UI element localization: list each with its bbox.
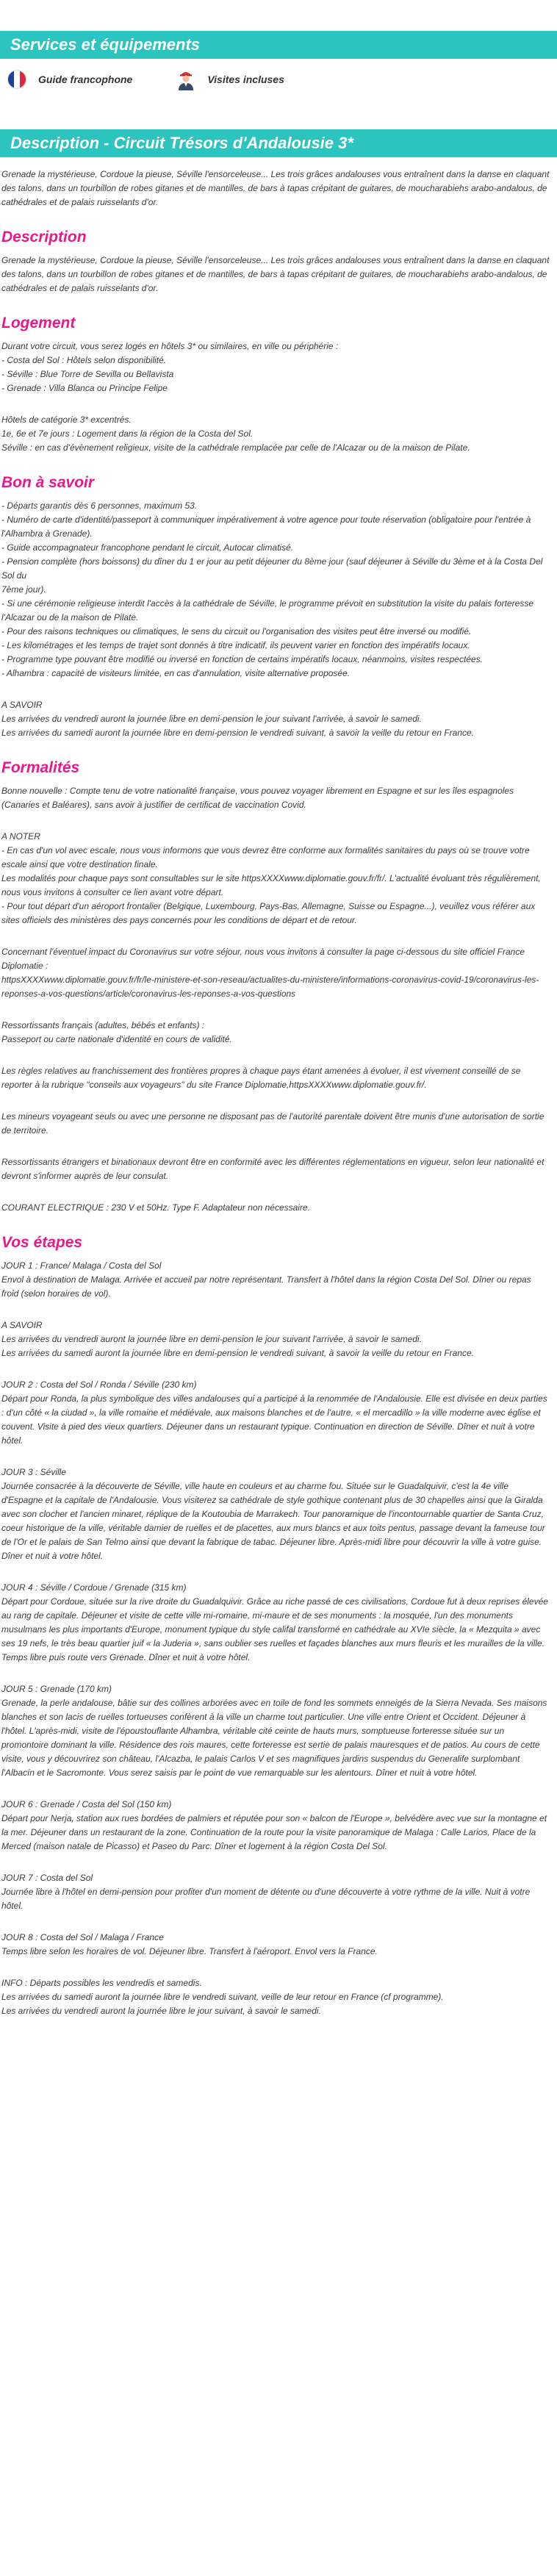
etape-text: INFO : Départs possibles les vendredis et samedis. Les arrivées du samedi auront la journée libre le vendredi suivant, veille de leur retour en France (cf programme). Les arrivées du vendredi auront la journée libre le jour suivant, à savoir le samedi.: [1, 1978, 444, 2016]
service-label-visites: Visites incluses: [207, 73, 284, 85]
etape-text: JOUR 8 : Costa del Sol / Malaga / France Temps libre selon les horaires de vol. Déjeuner libre. Transfert à l'aéroport. Envol vers la France.: [1, 1932, 378, 1956]
bon-a-savoir-text: A SAVOIR Les arrivées du vendredi auront la journée libre en demi-pension le jour suivant l'arrivée, à savoir le samedi. Les arrivées du samedi auront la journée libre en demi-pension le vendredi suivant, à savoir la veille du retour en France.: [1, 700, 475, 738]
page: [0, 31, 557, 2018]
etape-text: JOUR 4 : Séville / Cordoue / Grenade (315 km) Départ pour Cordoue, située sur la rive droite du Guadalquivir. Grâce au riche passé de ces civilisations, Cordoue fut à deux reprises élevée au rang de capitale. Déjeuner et visite de cette ville mi-romaine, mi-maure et de ses monuments : la mosquée, l'un des monuments musulmans les plus importants d'Europe, monument typique du style califal transformé en cathédrale au XVIe siècle, la « Mezquita » avec ses 19 nefs, le très beau quartier juif « la Juderia », sans oublier ses ruelles et façades blanches aux murs fleuris et les murailles de la ville. Temps libre puis route vers Grenade. Dîner et nuit à votre hôtel.: [1, 1582, 548, 1662]
tour-guide-icon: [176, 68, 195, 90]
bon-a-savoir-text: - Départs garantis dès 6 personnes, maximum 53. - Numéro de carte d'identité/passeport à communiquer impérativement à votre agence pour toute réservation (obligatoire pour l'entrée à l'Alhambra à Grenade). - Guide accompagnateur francophone pendant le circuit, Autocar climatisé. - Pension complète (hors boissons) du dîner du 1 er jour au petit déjeuner du 8ème jour (sauf déjeuner à Séville du 3ème et à la Costa Del Sol du 7ème jour). - Si une cérémonie religieuse interdit l'accès à la cathédrale de Séville, le programme prévoit en substitution la visite du palais forteresse l'Alcazar ou de la maison de Pilate. - Pour des raisons techniques ou climatiques, le sens du circuit ou l'organisation des visites peut être inversé ou modifié. - Les kilométrages et les temps de trajet sont donnés à titre indicatif, ils peuvent varier en fonction des impératifs locaux. - Programme type pouvant être modifié ou inversé en fonction de certains impératifs locaux, néanmoins, visites respectées. - Alhambra : capacité de visiteurs limitée, en cas d'annulation, visite alternative proposée.: [1, 501, 543, 678]
description-header: Description - Circuit Trésors d'Andalousie 3*: [0, 129, 557, 157]
etape-text: JOUR 5 : Grenade (170 km) Grenade, la perle andalouse, bâtie sur des collines arborées avec en toile de fond les sommets enneigés de la Sierra Nevada. Ses maisons blanches et son lacis de ruelles tortueuses confèrent à la ville un charme tout particulier. Une ville entre Orient et Occident. Déjeuner à l'hôtel. L'après-midi, visite de l'époustouflante Alhambra, véritable cité ceinte de hauts murs, somptueuse forteresse située sur un promontoire dominant la ville. Résidence des rois maures, cette forteresse est sertie de palais mauresques et de patios. Au cours de cette visite, vous y découvrirez son château, l'Alcazba, le palais Carlos V et ses magnifiques jardins suspendus du Generalife surplombant l'Albacín et le Sacromonte. Vous serez saisis par le point de vue remarquable sur les alentours. Dîner et nuit à votre hôtel.: [1, 1684, 547, 1778]
etape-text: JOUR 1 : France/ Malaga / Costa del Sol Envol à destination de Malaga. Arrivée et accueil par notre représentant. Transfert à l'hôtel dans la région Costa Del Sol. Dîner ou repas froid (selon horaires de vol).: [1, 1260, 531, 1299]
logement-title: Logement: [1, 315, 76, 331]
etape-text: JOUR 3 : Séville Journée consacrée à la découverte de Séville, ville haute en couleurs et au charme fou. Située sur le Guadalquivir, c'est la 4e ville d'Espagne et la capitale de l'Andalousie. Vous visiterez sa cathédrale de style gothique contenant plus de 30 chapelles ainsi que la Giralda avec son clocher et l'ancien minaret, réplique de la Koutoubia de Marrakech. Tour panoramique de l'incontournable quartier de Santa Cruz, coeur historique de la ville, véritable damier de ruelles et de placettes, aux murs blancs et aux toits pentus, passage devant la fameuse tour de l'Or et le palais de San Telmo ainsi que devant la fabrique de tabac. Déjeuner libre. Après-midi libre pour découvrir la ville à votre guise. Dîner et nuit à votre hôtel.: [1, 1467, 545, 1561]
bon-a-savoir-title: Bon à savoir: [1, 474, 95, 491]
formalites-text: Les mineurs voyageant seuls ou avec une personne ne disposant pas de l'autorité parentale doivent être munis d'une autorisation de sortie de territoire.: [1, 1111, 545, 1135]
logement-text: Hôtels de catégorie 3* excentrés. 1e, 6e et 7e jours : Logement dans la région de la Costa del Sol. Séville : en cas d'évènement religieux, visite de la cathédrale remplacée par celle de l'Alcazar ou de la maison de Pilate.: [1, 415, 470, 453]
intro-text: Grenade la mystérieuse, Cordoue la pieuse, Séville l'ensorceleuse... Les trois grâces andalouses vous entraînent dans la danse en claquant des talons, dans un tourbillon de robes gitanes et de mantilles, de bars à tapas crépitant de guitares, de moucharabiehs arabo-andalous, de cathédrales et de palais ruisselants d'or.: [1, 169, 550, 207]
formalites-text: COURANT ELECTRIQUE : 230 V et 50Hz. Type F. Adaptateur non nécessaire.: [1, 1202, 310, 1213]
etapes-title: Vos étapes: [1, 1234, 83, 1251]
formalites-title: Formalités: [1, 759, 80, 776]
services-list: [0, 59, 557, 100]
service-item-visites: [176, 68, 284, 90]
formalites-text: A NOTER - En cas d'un vol avec escale, nous vous informons que vous devrez être conforme aux formalités sanitaires du pays où se trouve votre escale ainsi que votre destination finale. Les modalités pour chaque pays sont consultables sur le site httpsXXXXwww.diplomatie.gouv.fr/fr/. L'actualité évoluant très régulièrement, nous vous invitons à consulter ce lien avant votre départ. - Pour tout départ d'un aéroport frontalier (Belgique, Luxembourg, Pays-Bas, Allemagne, Suisse ou Espagne...), veuillez vous référer aux sites officiels des ministères des pays concernés pour les conditions de départ et de retour.: [1, 831, 541, 925]
etape-text: A SAVOIR Les arrivées du vendredi auront la journée libre en demi-pension le jour suivant l'arrivée, à savoir le samedi. Les arrivées du samedi auront la journée libre en demi-pension le vendredi suivant, à savoir la veille du retour en France.: [1, 1320, 475, 1358]
main-content: [0, 168, 557, 2018]
service-item-guide: [7, 70, 132, 89]
logement-text: Durant votre circuit, vous serez logés en hôtels 3* ou similaires, en ville ou périphérie : - Costa del Sol : Hôtels selon disponibilité. - Séville : Blue Torre de Sevilla ou Bellavista - Grenade : Villa Blanca ou Principe Felipe: [1, 341, 339, 393]
formalites-text: Ressortissants français (adultes, bébés et enfants) : Passeport ou carte nationale d'identité en cours de validité.: [1, 1020, 232, 1044]
description-text: Grenade la mystérieuse, Cordoue la pieuse, Séville l'ensorceleuse... Les trois grâces andalouses vous entraînent dans la danse en claquant des talons, dans un tourbillon de robes gitanes et de mantilles, de bars à tapas crépitant de guitares, de moucharabiehs arabo-andalous, de cathédrales et de palais ruisselants d'or.: [1, 255, 550, 293]
service-label-guide: Guide francophone: [38, 73, 133, 85]
etape-text: JOUR 2 : Costa del Sol / Ronda / Séville (230 km) Départ pour Ronda, la plus symbolique des villes andalouses qui a participé à la renommée de l'Andalousie. Elle est divisée en deux parties : d'un côté « la ciudad », la ville romaine et médiévale, aux maisons blanches et de l'autre, « el mercadillo » la ville moderne avec église et couvent. Visite à pied des vieux quartiers. Déjeuner dans un restaurant typique. Continuation en direction de Séville. Dîner et nuit à votre hôtel.: [1, 1380, 547, 1446]
france-flag-icon: [7, 70, 26, 89]
services-header: Services et équipements: [0, 31, 557, 59]
description-title: Description: [1, 229, 87, 245]
etape-text: JOUR 6 : Grenade / Costa del Sol (150 km) Départ pour Nerja, station aux rues bordées de palmiers et réputée pour son « balcon de l'Europe », belvédère avec vue sur la montagne et la mer. Déjeuner dans un restaurant de la zone. Continuation de la route pour la visite panoramique de Malaga : Calle Larios, Place de la Merced (maison natale de Picasso) et Paseo du Parc. Dîner et logement à la région Costa Del Sol.: [1, 1799, 547, 1851]
formalites-text: Bonne nouvelle : Compte tenu de votre nationalité française, vous pouvez voyager librement en Espagne et sur les îles espagnoles (Canaries et Baléares), sans avoir à justifier de certificat de vaccination Covid.: [1, 786, 514, 810]
etape-text: JOUR 7 : Costa del Sol Journée libre à l'hôtel en demi-pension pour profiter d'un moment de détente ou d'une découverte à votre rythme de la ville. Nuit à votre hôtel.: [1, 1873, 531, 1911]
formalites-text: Les règles relatives au franchissement des frontières propres à chaque pays étant amenées à évoluer, il est vivement conseillé de se reporter à la rubrique "conseils aux voyageurs" du site France Diplomatie,httpsXXXXwww.diplomatie.gouv.fr/.: [1, 1066, 521, 1090]
formalites-text: Concernant l'éventuel impact du Coronavirus sur votre séjour, nous vous invitons à consulter la page ci-dessous du site officiel France Diplomatie : httpsXXXXwww.diplomatie.gouv.fr/fr/le-ministere-et-son-reseau/actualites-du-ministere/informations-coronavirus-covid-19/coronavirus-les-reponses-a-vos-questions/article/coronavirus-les-reponses-a-vos-questions: [1, 947, 539, 999]
formalites-text: Ressortissants étrangers et binationaux devront être en conformité avec les différentes réglementations en vigueur, selon leur nationalité et devront s'informer auprès de leur consulat.: [1, 1157, 545, 1181]
